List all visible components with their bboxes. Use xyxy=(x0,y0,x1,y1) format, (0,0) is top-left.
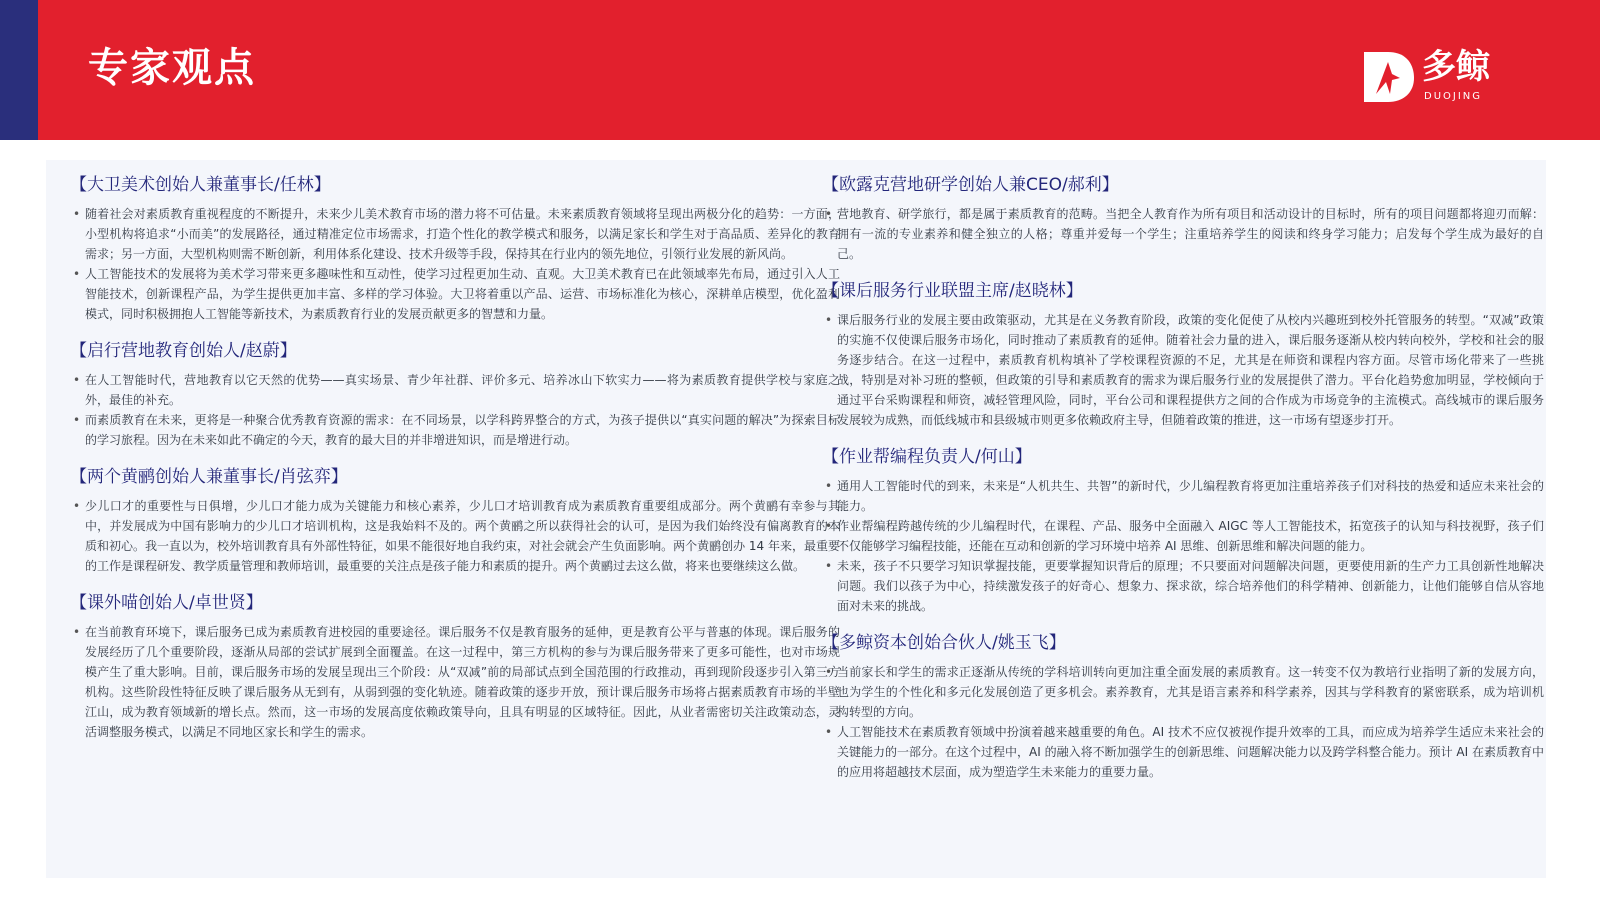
expert-section-zhaowei xyxy=(70,338,840,450)
section-heading: 【两个黄鹂创始人兼董事长/肖弦弈】 xyxy=(70,467,348,487)
whale-logo-icon xyxy=(1360,48,1416,104)
list-item: • 而素质教育在未来，更将是一种聚合优秀教育资源的需求：在不同场景，以学科跨界整合的方式，为孩子提供以“真实问题的解决”为探索目标的学习旅程。因为在未来如此不确定的今天，教育的最大目的并非增进知识，而是增进行动。 xyxy=(70,410,840,450)
list-item: • 在人工智能时代，营地教育以它天然的优势——真实场景、青少年社群、评价多元、培养冰山下软实力——将为素质教育提供学校与家庭之外，最佳的补充。 xyxy=(70,370,840,410)
header-accent-stripe xyxy=(0,0,38,140)
expert-section-xiaoxianyi xyxy=(70,464,840,576)
list-item: • 课后服务行业的发展主要由政策驱动，尤其是在义务教育阶段，政策的变化促使了从校内兴趣班到校外托管服务的转型。“双减”政策的实施不仅使课后服务市场化，同时推动了素质教育的延伸。随着社会力量的进入，课后服务逐渐从校内转向校外，学校和社会的服务逐步结合。在这一过程中，素质教育机构填补了学校课程资源的不足，尤其是在师资和课程内容方面。尽管市场化带来了一些挑战，特别是对补习班的整顿，但政策的引导和素质教育的需求为课后服务行业的发展提供了潜力。平台化趋势愈加明显，学校倾向于通过平台采购课程和师资，减轻管理风险，同时，平台公司和课程提供方之间的合作成为市场竞争的主流模式。高线城市的课后服务发展较为成熟，而低线城市和县级城市则更多依赖政府主导，但随着政策的推进，这一市场有望逐步打开。 xyxy=(822,310,1544,430)
list-item: • 通用人工智能时代的到来，未来是“人机共生、共智”的新时代，少儿编程教育将更加注重培养孩子们对科技的热爱和适应未来社会的能力。 xyxy=(822,476,1544,516)
list-item: • 营地教育、研学旅行，都是属于素质教育的范畴。当把全人教育作为所有项目和活动设计的目标时，所有的项目问题都将迎刃而解：拥有一流的专业素养和健全独立的人格；尊重并爱每一个学生；注重培养学生的阅读和终身学习能力；启发每个学生成为最好的自己。 xyxy=(822,204,1544,264)
left-column xyxy=(70,172,840,756)
list-item: • 随着社会对素质教育重视程度的不断提升，未来少儿美术教育市场的潜力将不可估量。未来素质教育领域将呈现出两极分化的趋势：一方面，小型机构将追求“小而美”的发展路径，通过精准定位市场需求，打造个性化的教学模式和服务，以满足家长和学生对于高品质、差异化的教育需求；另一方面，大型机构则需不断创新，利用体系化建设、技术升级等手段，保持其在行业内的领先地位，引领行业发展的新风尚。 xyxy=(70,204,840,264)
section-heading: 【大卫美术创始人兼董事长/任林】 xyxy=(70,175,331,195)
list-item: • 作业帮编程跨越传统的少儿编程时代，在课程、产品、服务中全面融入 AIGC 等人工智能技术，拓宽孩子的认知与科技视野，孩子们不仅能够学习编程技能，还能在互动和创新的学习环境中培养 AI 思维、创新思维和解决问题的能力。 xyxy=(822,516,1544,556)
content-panel xyxy=(46,160,1546,878)
brand-logo xyxy=(1360,46,1520,108)
list-item: • 人工智能技术在素质教育领域中扮演着越来越重要的角色。AI 技术不应仅被视作提升效率的工具，而应成为培养学生适应未来社会的关键能力的一部分。在这个过程中，AI 的融入将不断加强学生的创新思维、问题解决能力以及跨学科整合能力。预计 AI 在素质教育中的应用将超越技术层面，成为塑造学生未来能力的重要力量。 xyxy=(822,722,1544,782)
expert-section-zhuoshixian xyxy=(70,590,840,742)
section-heading: 【作业帮编程负责人/何山】 xyxy=(822,447,1032,467)
brand-name: 多鲸 xyxy=(1422,47,1490,87)
expert-section-heshan xyxy=(822,444,1544,616)
section-heading: 【课后服务行业联盟主席/赵晓林】 xyxy=(822,281,1083,301)
section-heading: 【多鲸资本创始合伙人/姚玉飞】 xyxy=(822,633,1066,653)
brand-name-latin: DUOJING xyxy=(1424,91,1483,102)
expert-section-zhaoxiaolin xyxy=(822,278,1544,430)
header-bar xyxy=(0,0,1600,140)
page-title: 专家观点 xyxy=(88,45,256,91)
list-item: • 人工智能技术的发展将为美术学习带来更多趣味性和互动性，使学习过程更加生动、直观。大卫美术教育已在此领域率先布局，通过引入人工智能技术，创新课程产品，为学生提供更加丰富、多样的学习体验。大卫将着重以产品、运营、市场标准化为核心，深耕单店模型，优化盈利模式，同时积极拥抱人工智能等新技术，为素质教育行业的发展贡献更多的智慧和力量。 xyxy=(70,264,840,324)
section-heading: 【课外喵创始人/卓世贤】 xyxy=(70,593,263,613)
expert-section-haoli xyxy=(822,172,1544,264)
section-heading: 【启行营地教育创始人/赵蔚】 xyxy=(70,341,297,361)
list-item: • 在当前教育环境下，课后服务已成为素质教育进校园的重要途径。课后服务不仅是教育服务的延伸，更是教育公平与普惠的体现。课后服务的发展经历了几个重要阶段，逐渐从局部的尝试扩展到全面覆盖。在这一过程中，第三方机构的参与为课后服务带来了更多可能性，也对市场规模产生了重大影响。目前，课后服务市场的发展呈现出三个阶段：从“双减”前的局部试点到全国范围的行政推动，再到现阶段逐步引入第三方机构。这些阶段性特征反映了课后服务从无到有，从弱到强的变化轨迹。随着政策的逐步开放，预计课后服务市场将占据素质教育市场的半壁江山，成为教育领域新的增长点。然而，这一市场的发展高度依赖政策导向，且具有明显的区域特征。因此，从业者需密切关注政策动态，灵活调整服务模式，以满足不同地区家长和学生的需求。 xyxy=(70,622,840,742)
section-heading: 【欧露克营地研学创始人兼CEO/郝利】 xyxy=(822,175,1119,195)
expert-section-renlin xyxy=(70,172,840,324)
list-item: • 当前家长和学生的需求正逐渐从传统的学科培训转向更加注重全面发展的素质教育。这一转变不仅为教培行业指明了新的发展方向，也为学生的个性化和多元化发展创造了更多机会。素养教育，尤其是语言素养和科学素养，因其与学科教育的紧密联系，成为培训机构转型的方向。 xyxy=(822,662,1544,722)
list-item: • 少儿口才的重要性与日俱增，少儿口才能力成为关键能力和核心素养，少儿口才培训教育成为素质教育重要组成部分。两个黄鹂有幸参与其中，并发展成为中国有影响力的少儿口才培训机构，这是我始料不及的。两个黄鹂之所以获得社会的认可，是因为我们始终没有偏离教育的本质和初心。我一直以为，校外培训教育具有外部性特征，如果不能很好地自我约束，对社会就会产生负面影响。两个黄鹂创办 14 年来，最重要的工作是课程研发、教学质量管理和教师培训，最重要的关注点是孩子能力和素质的提升。两个黄鹂过去这么做，将来也要继续这么做。 xyxy=(70,496,840,576)
right-column xyxy=(822,172,1544,796)
list-item: • 未来，孩子不只要学习知识掌握技能，更要掌握知识背后的原理；不只要面对问题解决问题，更要使用新的生产力工具创新性地解决问题。我们以孩子为中心，持续激发孩子的好奇心、想象力、探求欲，综合培养他们的科学精神、创新能力，让他们能够自信从容地面对未来的挑战。 xyxy=(822,556,1544,616)
expert-section-yaoyufei xyxy=(822,630,1544,782)
